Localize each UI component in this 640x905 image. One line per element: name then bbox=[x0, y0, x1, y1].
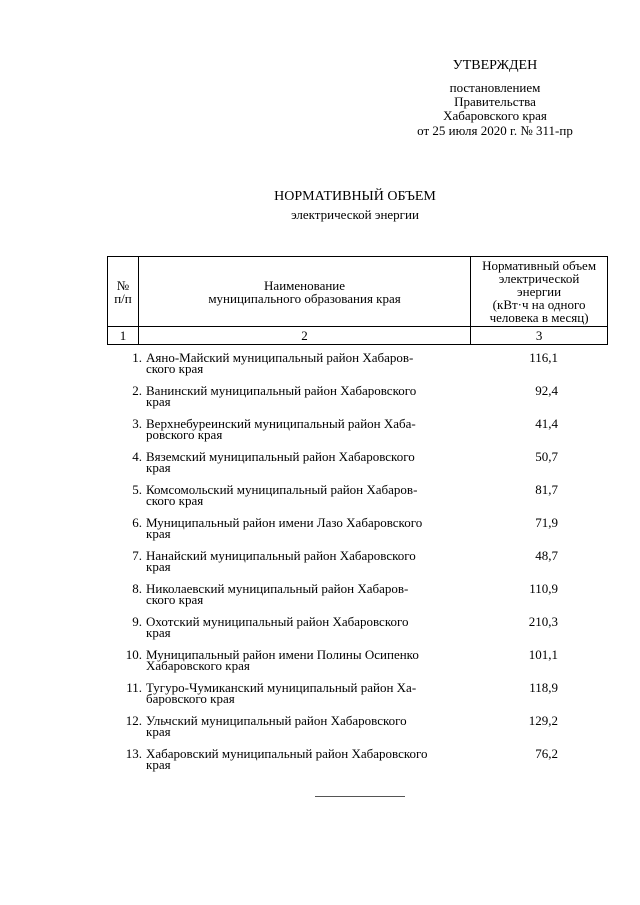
column-number: 2 bbox=[138, 327, 470, 345]
approval-block bbox=[395, 58, 595, 138]
row-value: 129,2 bbox=[528, 713, 558, 728]
table-row bbox=[107, 748, 608, 781]
header-norm: Нормативный объем электрической энергии (кВт·ч на одного человека в месяц) bbox=[471, 257, 608, 327]
table-row bbox=[107, 517, 608, 550]
row-name: Верхнебуреинский муниципальный район Хаба- ровского края bbox=[146, 416, 416, 442]
row-number: 5. bbox=[132, 482, 142, 497]
table-row bbox=[107, 451, 608, 484]
row-value: 210,3 bbox=[528, 614, 558, 629]
row-value: 50,7 bbox=[535, 449, 558, 464]
row-name: Муниципальный район имени Лазо Хабаровского края bbox=[146, 515, 423, 541]
row-value: 110,9 bbox=[529, 581, 558, 596]
table-row bbox=[107, 682, 608, 715]
table-row bbox=[107, 715, 608, 748]
row-number: 13. bbox=[125, 746, 142, 761]
approval-heading: УТВЕРЖДЕН bbox=[452, 58, 538, 73]
table-row bbox=[107, 352, 608, 385]
row-value: 48,7 bbox=[535, 548, 558, 563]
row-name: Ванинский муниципальный район Хабаровского края bbox=[146, 383, 417, 409]
table-header bbox=[107, 256, 608, 345]
row-name: Вяземский муниципальный район Хабаровского края bbox=[146, 449, 415, 475]
table-row bbox=[107, 550, 608, 583]
approval-line: Правительства bbox=[454, 94, 536, 109]
header-name: Наименование муниципального образования края bbox=[138, 257, 470, 327]
approval-line: постановлением bbox=[449, 80, 541, 95]
row-number: 12. bbox=[125, 713, 142, 728]
row-name: Хабаровский муниципальный район Хабаровского края bbox=[146, 746, 428, 772]
row-name: Охотский муниципальный район Хабаровского края bbox=[146, 614, 409, 640]
table-row bbox=[107, 583, 608, 616]
row-value: 92,4 bbox=[535, 383, 558, 398]
row-value: 76,2 bbox=[535, 746, 558, 761]
row-number: 6. bbox=[132, 515, 142, 530]
row-number: 3. bbox=[132, 416, 142, 431]
table-row bbox=[107, 418, 608, 451]
row-value: 118,9 bbox=[529, 680, 558, 695]
column-number: 1 bbox=[108, 327, 139, 345]
row-number: 2. bbox=[132, 383, 142, 398]
row-name: Тугуро-Чумиканский муниципальный район Ха- баровского края bbox=[146, 680, 417, 706]
row-name: Муниципальный район имени Полины Осипенко Хабаровского края bbox=[146, 647, 419, 673]
table-row bbox=[107, 616, 608, 649]
row-number: 11. bbox=[126, 680, 142, 695]
row-value: 81,7 bbox=[535, 482, 558, 497]
document-subtitle: электрической энергии bbox=[291, 207, 419, 222]
header-number: № п/п bbox=[108, 257, 139, 327]
row-value: 116,1 bbox=[529, 350, 558, 365]
document-title: НОРМАТИВНЫЙ ОБЪЕМ bbox=[274, 189, 436, 204]
row-number: 4. bbox=[132, 449, 142, 464]
table-body bbox=[107, 352, 608, 781]
row-name: Ульчский муниципальный район Хабаровского края bbox=[146, 713, 407, 739]
row-value: 101,1 bbox=[528, 647, 558, 662]
end-divider bbox=[315, 796, 405, 797]
row-number: 7. bbox=[132, 548, 142, 563]
row-value: 41,4 bbox=[535, 416, 558, 431]
table-row bbox=[107, 385, 608, 418]
table-row bbox=[107, 649, 608, 682]
approval-date: от 25 июля 2020 г. № 311-пр bbox=[417, 123, 573, 138]
table-row bbox=[107, 484, 608, 517]
row-name: Аяно-Майский муниципальный район Хабаров- ского края bbox=[146, 350, 414, 376]
row-name: Николаевский муниципальный район Хабаров- ского края bbox=[146, 581, 409, 607]
row-number: 1. bbox=[132, 350, 142, 365]
row-number: 9. bbox=[132, 614, 142, 629]
row-name: Нанайский муниципальный район Хабаровского края bbox=[146, 548, 416, 574]
column-number: 3 bbox=[471, 327, 608, 345]
row-number: 8. bbox=[132, 581, 142, 596]
row-name: Комсомольский муниципальный район Хабаров- ского края bbox=[146, 482, 418, 508]
approval-line: Хабаровского края bbox=[443, 108, 547, 123]
row-value: 71,9 bbox=[535, 515, 558, 530]
row-number: 10. bbox=[125, 647, 142, 662]
